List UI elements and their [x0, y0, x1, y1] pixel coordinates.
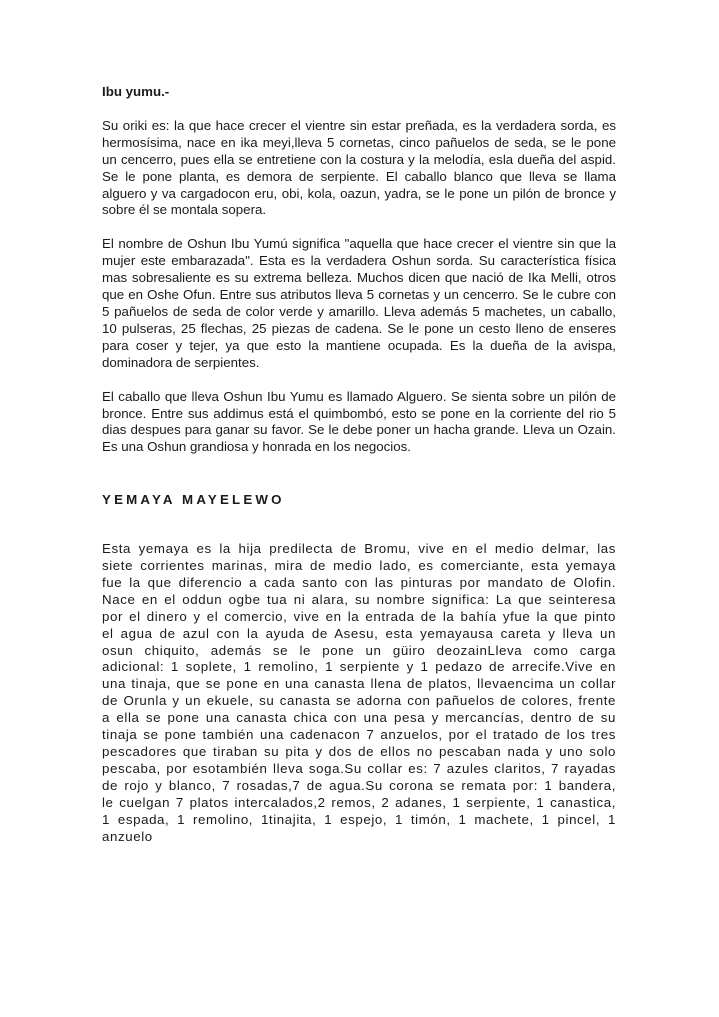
paragraph-caballo: El caballo que lleva Oshun Ibu Yumu es llamado Alguero. Se sienta sobre un pilón de bronce. Entre sus addimus está el quimbombó, esto se pone en la corriente del rio 5 dias despues para ganar su favor. Se le debe poner un hacha grande. Lleva un Ozain. Es una Oshun grandiosa y honrada en los negocios.: [102, 388, 616, 455]
paragraph-nombre: El nombre de Oshun Ibu Yumú significa "aquella que hace crecer el vientre sin que la mujer este embarazada". Esta es la verdadera Oshun sorda. Su característica física mas sobresaliente es su extrema belleza. Muchos dicen que nació de Ika Melli, otros que en Oshe Ofun. Entre sus atributos lleva 5 cornetas y un cencerro. Se le cubre con 5 pañuelos de seda de color verde y amarillo. Lleva además 5 machetes, un caballo, 10 pulseras, 25 flechas, 25 piezas de cadena. Se le pone un cesto lleno de enseres para coser y tejer, ya que esto la mantiene ocupada. Es la dueña de la avispa, dominadora de serpientes.: [102, 236, 616, 370]
section-heading-yemaya-mayelewo: YEMAYA MAYELEWO: [102, 492, 285, 508]
document-content: [102, 84, 616, 845]
paragraph-oriki: Su oriki es: la que hace crecer el vientre sin estar preñada, es la verdadera sorda, es hermosísima, nace en ika meyi,lleva 5 cornetas, cinco pañuelos de seda, se le pone un cencerro, pues ella se entretiene con la costura y la melodía, esla dueña del aspid. Se le pone planta, es demora de serpiente. El caballo blanco que lleva se llama alguero y va cargadocon eru, obi, kola, oazun, yadra, se le pone un pilón de bronce y sobre él se montala sopera.: [102, 117, 616, 218]
section-heading-ibu-yumu: Ibu yumu.-: [102, 84, 170, 99]
paragraph-yemaya: Esta yemaya es la hija predilecta de Bromu, vive en el medio delmar, las siete corrientes marinas, mira de medio lado, es comerciante, esta yemaya fue la que diferencio a cada santo con las pinturas por mandato de Olofin. Nace en el oddun ogbe tua ni alara, su nombre significa: La que seinteresa por el dinero y el comercio, vive en la entrada de la bahía yfue la que pinto el agua de azul con la ayuda de Asesu, esta yemayausa careta y lleva un osun chiquito, además se le pone un güiro deozainLleva como carga adicional: 1 soplete, 1 remolino, 1 serpiente y 1 pedazo de arrecife.Vive en una tinaja, que se pone en una canasta llena de platos, llevaencima un collar de Orunla y un ekuele, su canasta se adorna con pañuelos de colores, frente a ella se pone una canasta chica con una pesa y mercancías, dentro de su tinaja se pone también una cadenacon 7 anzuelos, por el tratado de los tres pescadores que tiraban su pita y dos de ellos no pescaban nada y uno solo pescaba, por esotambién lleva soga.Su collar es: 7 azules claritos, 7 rayadas de rojo y blanco, 7 rosadas,7 de agua.Su corona se remata por: 1 bandera, le cuelgan 7 platos intercalados,2 remos, 2 adanes, 1 serpiente, 1 canastica, 1 espada, 1 remolino, 1tinajita, 1 espejo, 1 timón, 1 machete, 1 pincel, 1 anzuelo: [102, 541, 616, 844]
